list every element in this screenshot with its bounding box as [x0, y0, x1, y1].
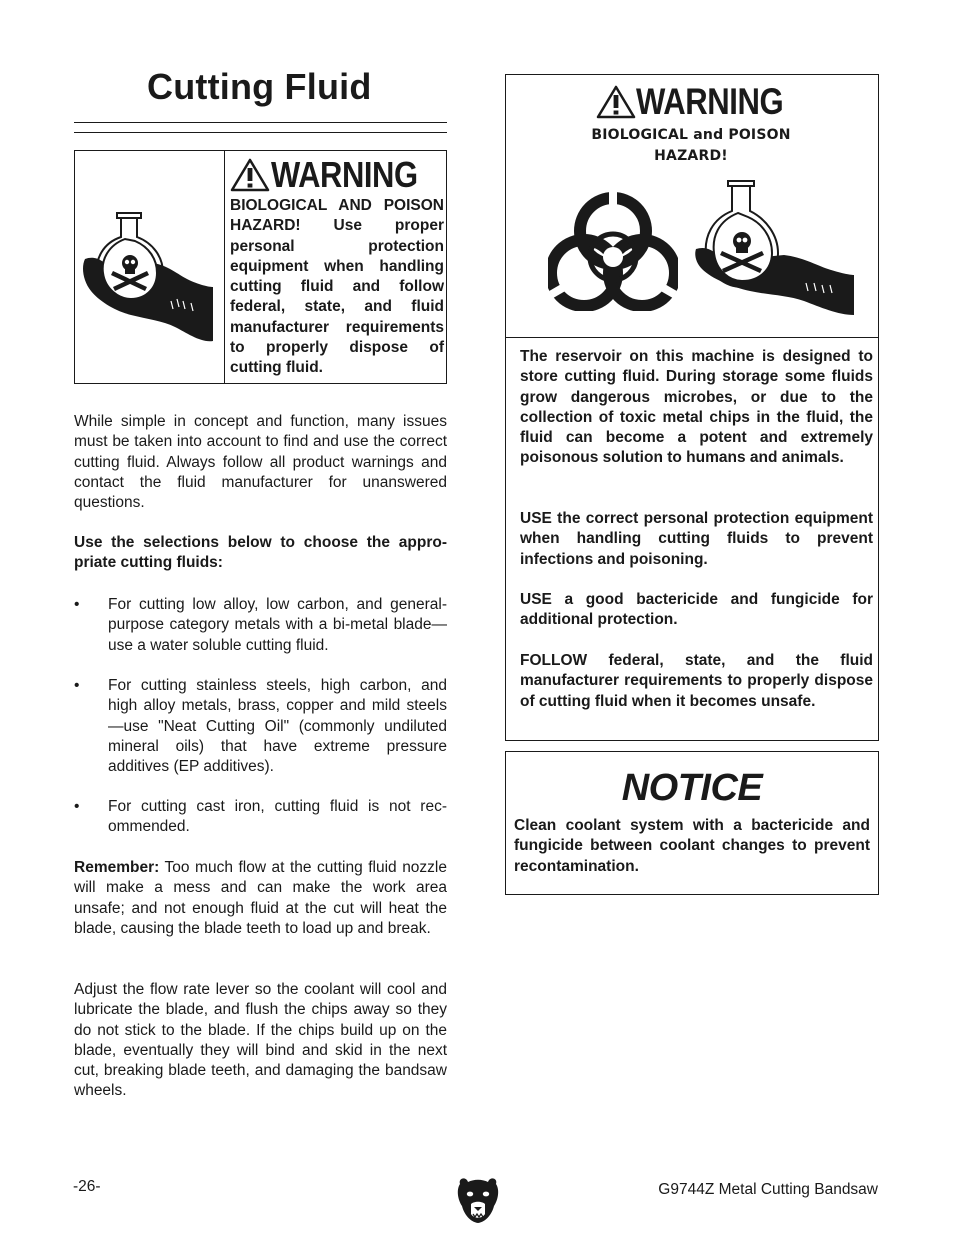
intro-paragraph: While simple in concept and function, many issues must be taken into account to find and use the correct cutting fluid. Always follow all product warnings and contact the fluid manufacturer for unanswered questions. [74, 413, 447, 512]
warning-paragraph: USE the correct personal protection equipment when handling cutting fluids to prevent infections and poisoning. [520, 510, 873, 568]
bullet-symbol: • [74, 798, 80, 815]
subtitle-line-2: HAZARD! [654, 148, 728, 164]
remember-label: Remember: [74, 859, 160, 876]
bullet-text: For cutting low alloy, low carbon, and general-purpose category metals with a bi-metal blade—use a water soluble cutting fluid. [108, 596, 447, 654]
notice-box [505, 751, 879, 895]
warning-paragraph: The reservoir on this machine is designed to store cutting fluid. During storage some fluids grow dangerous microbes, or due to the collection of toxic metal chips in the fluid, the fluid can become a potent and extremely poisonous solution to humans and animals. [520, 348, 873, 467]
left-warning-text: BIOLOGICAL AND POISON HAZARD! Use proper personal protection equipment when handling cutting fluid and follow federal, state, and fluid manufacturer requirements to properly dispose of cutting fluid. [230, 197, 444, 377]
gloved-hand-poison-flask-image [694, 179, 860, 315]
warning-triangle-icon [596, 85, 636, 119]
subtitle-line-1: BIOLOGICAL and POISON [591, 127, 791, 143]
bear-logo-icon [456, 1176, 500, 1224]
notice-label: NOTICE [621, 767, 763, 809]
biohazard-icon [548, 187, 678, 311]
gloved-hand-poison-flask-image [75, 151, 225, 383]
bullet-symbol: • [74, 677, 80, 694]
warning-divider [506, 337, 878, 338]
remember-text: Too much flow at the cutting fluid nozzle will make a mess and can make the work area unsafe; and not enough fluid at the cut will heat the blade, causing the blade teeth to load up and break. [74, 859, 447, 937]
right-warning-box [505, 74, 879, 741]
selection-heading: Use the selections below to choose the appropriate cutting fluids: [74, 534, 447, 572]
left-warning-box [74, 150, 447, 384]
footer-title: G9744Z Metal Cutting Bandsaw [658, 1181, 878, 1198]
remember-paragraph [74, 858, 447, 939]
right-warning-badge [596, 83, 811, 120]
warning-paragraph: FOLLOW federal, state, and the fluid manufacturer requirements to properly dispose of cutting fluid when it becomes unsafe. [520, 652, 873, 710]
warning-label: WARNING [636, 81, 784, 122]
title-rule-bottom [74, 132, 447, 133]
left-warning-badge [230, 154, 444, 195]
notice-text: Clean coolant system with a bactericide and fungicide between coolant changes to prevent recontamination. [514, 817, 870, 875]
warning-paragraph: USE a good bactericide and fungicide for additional protection. [520, 591, 873, 629]
bullet-text: For cutting stainless steels, high carbon, and high alloy metals, brass, copper and mild steels—use "Neat Cutting Oil" (commonly undiluted mineral oils) that have extreme pressure additives (EP additives). [108, 677, 447, 776]
bullet-text: For cutting cast iron, cutting fluid is not recommended. [108, 798, 447, 836]
page-title: Cutting Fluid [147, 66, 372, 107]
warning-triangle-icon [230, 158, 270, 192]
adjust-paragraph: Adjust the flow rate lever so the coolant will cool and lubricate the blade, and flush the chips away so they do not stick to the blade. If the chips build up on the blade, eventually they will bind and skid in the next cut, breaking blade teeth, and damaging the bandsaw wheels. [74, 981, 447, 1100]
bullet-symbol: • [74, 596, 80, 613]
right-warning-subtitle [506, 125, 876, 167]
page-number: -26- [73, 1178, 101, 1195]
warning-label: WARNING [271, 154, 418, 195]
title-rule-top [74, 122, 447, 123]
